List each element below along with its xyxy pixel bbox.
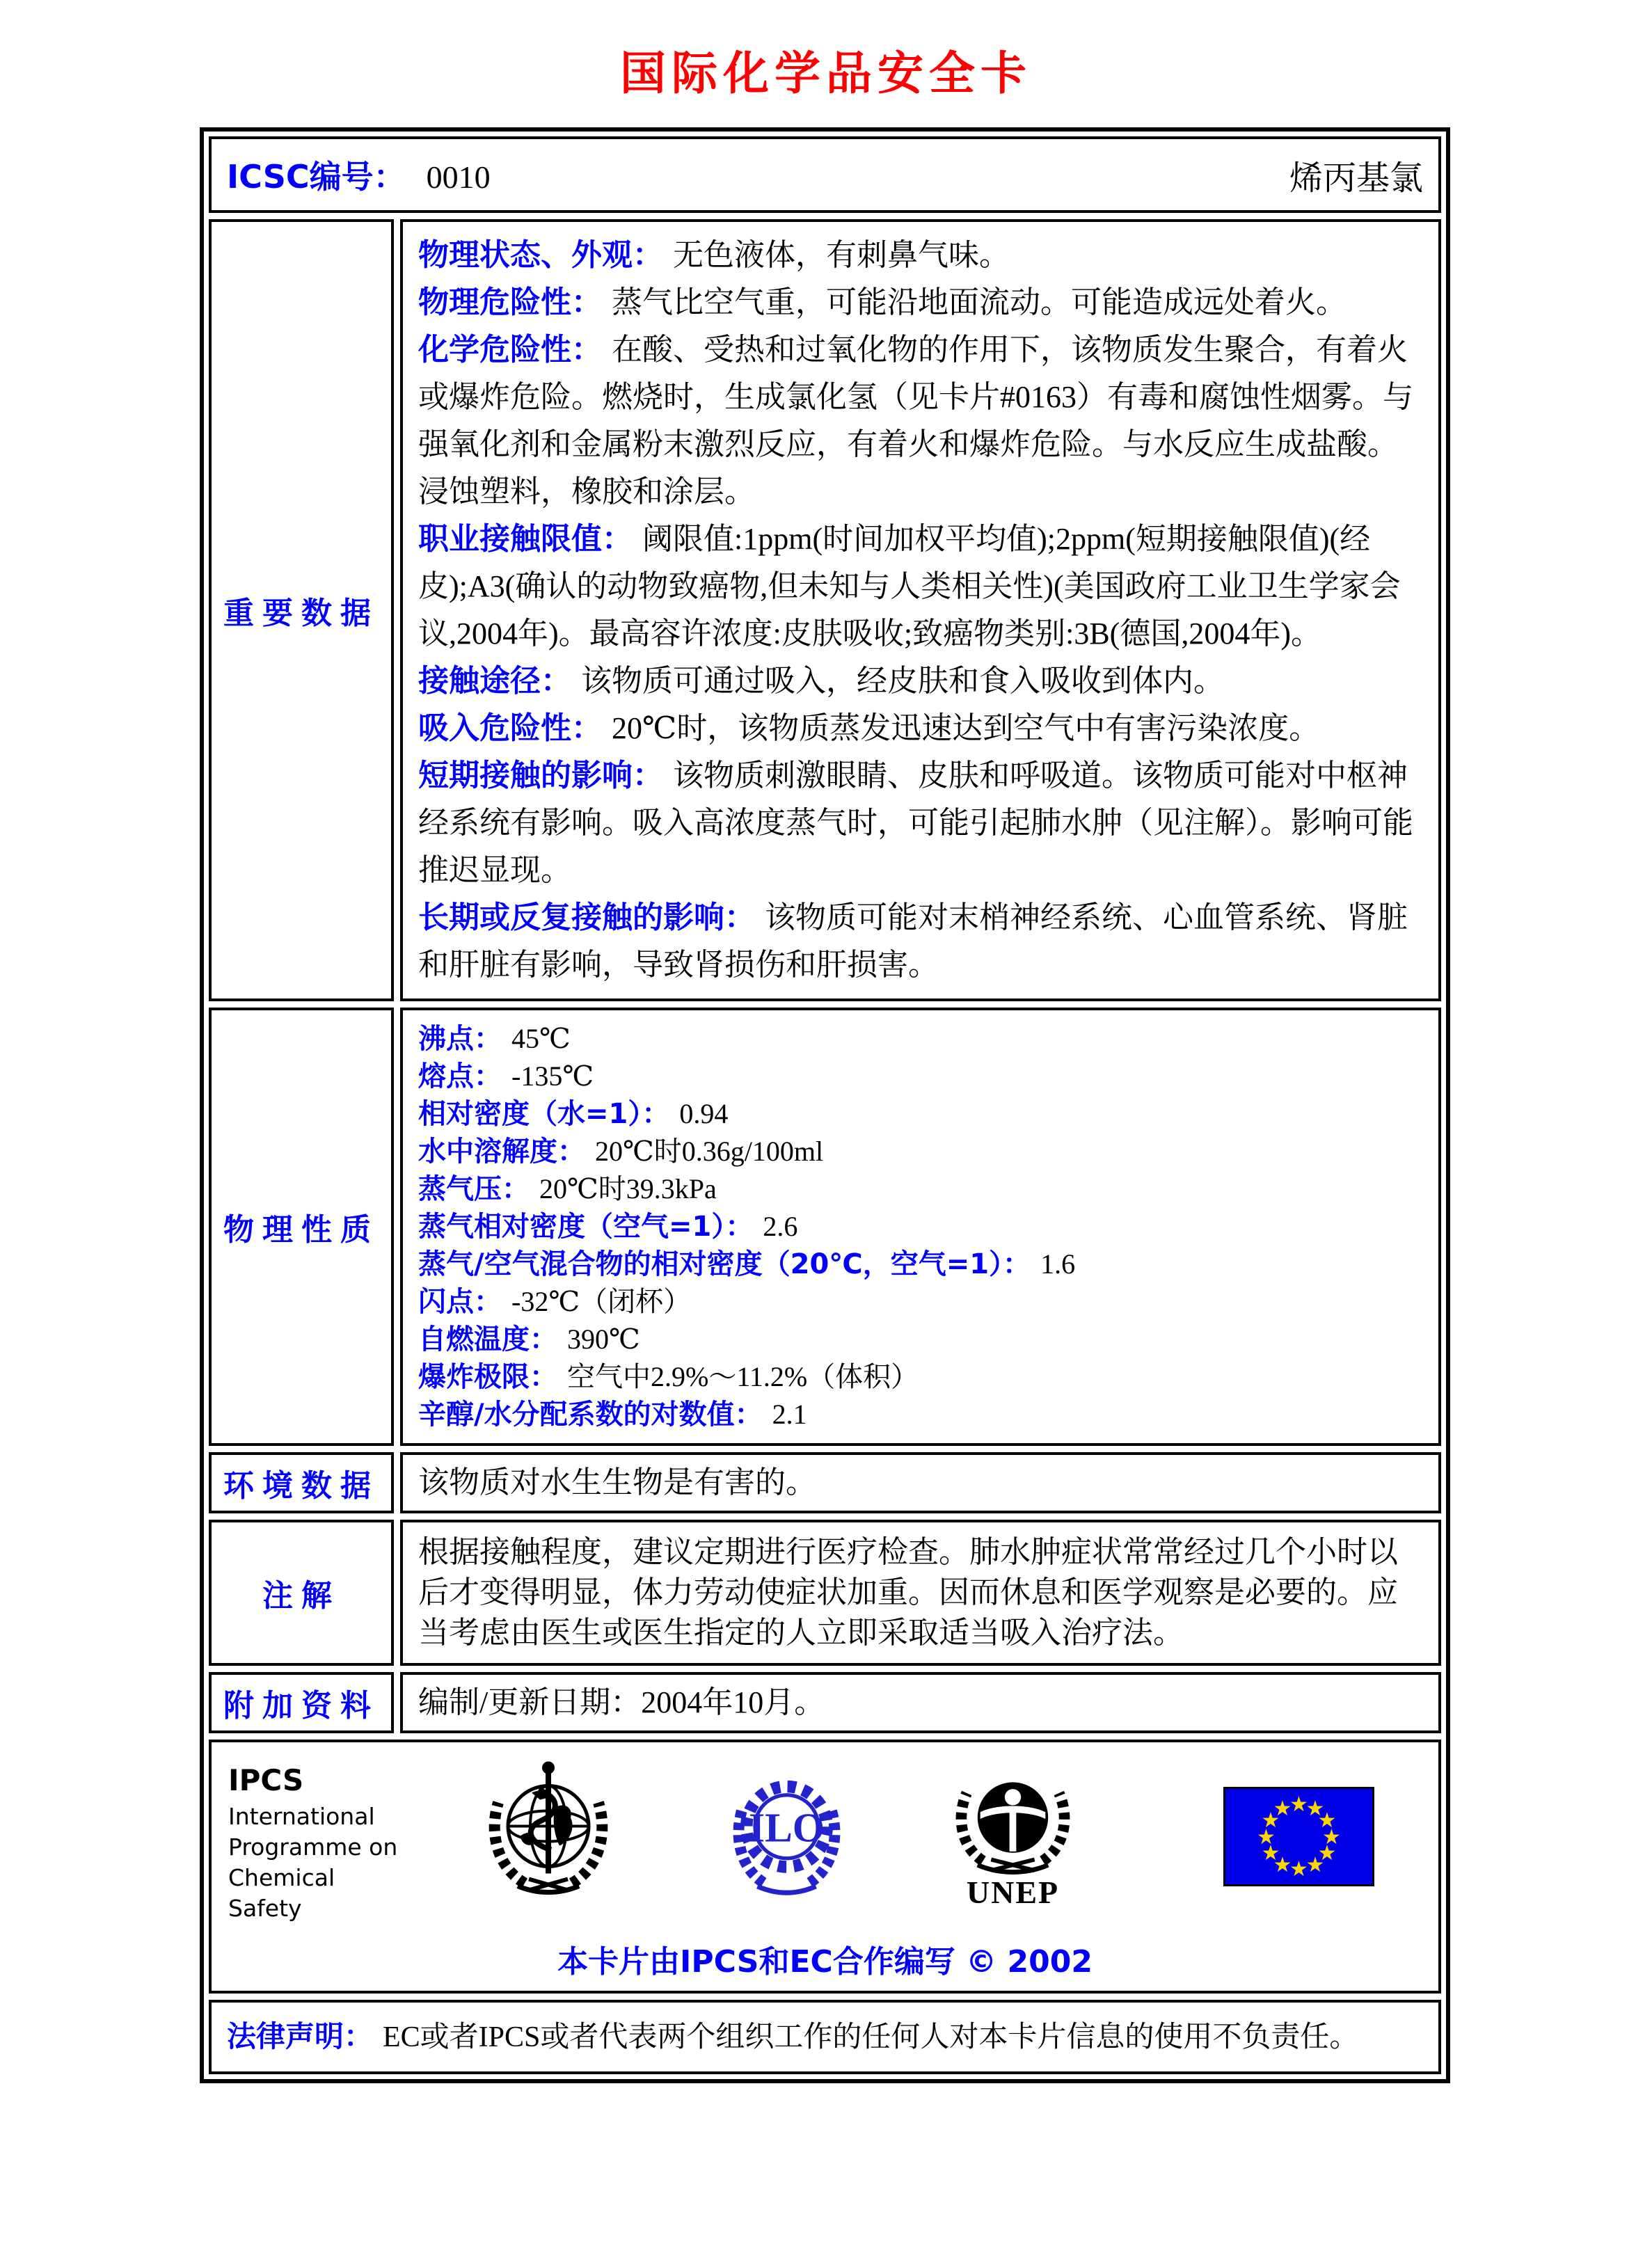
row-label-important-data: 重要数据: [209, 219, 394, 1001]
substance-name: 烯丙基氯: [1289, 159, 1423, 197]
svg-text:★: ★: [1289, 1857, 1308, 1881]
footer-caption-text: 本卡片由IPCS和EC合作编写: [557, 1944, 955, 1980]
prop-label: 爆炸极限：: [418, 1361, 557, 1393]
prop-label: 水中溶解度：: [418, 1136, 585, 1168]
footer-caption-year: © 2002: [966, 1944, 1093, 1980]
header-cell: [209, 136, 1441, 213]
prop-water-solubility: [418, 1133, 1423, 1170]
prop-value: 20℃时39.3kPa: [539, 1173, 717, 1204]
logos-group: [224, 1763, 1426, 1924]
prop-value: -135℃: [511, 1060, 594, 1092]
prop-label: 蒸气/空气混合物的相对密度（20℃，空气=1）：: [418, 1248, 1031, 1280]
prop-vapour-relative-density: [418, 1208, 1423, 1246]
field-label: 职业接触限值：: [418, 521, 633, 557]
prop-value: 45℃: [511, 1023, 571, 1054]
additional-info-content: [400, 1672, 1441, 1733]
footer-logos-cell: [209, 1740, 1441, 1994]
environmental-data-text: 该物质对水生生物是有害的。: [418, 1465, 816, 1499]
field-routes-of-exposure: [418, 658, 1423, 705]
ilo-letters: ILO: [748, 1804, 825, 1851]
field-physical-dangers: [418, 279, 1423, 326]
legal-cell: [209, 2000, 1441, 2074]
unep-logo-block: [945, 1763, 1081, 1911]
field-label: 化学危险性：: [418, 332, 602, 367]
prop-label: 熔点：: [418, 1060, 502, 1092]
svg-text:★: ★: [1257, 1825, 1276, 1849]
prop-autoignition-temperature: [418, 1321, 1423, 1358]
additional-info-text: 编制/更新日期：2004年10月。: [418, 1685, 825, 1719]
ipcs-subtitle-line: Chemical Safety: [228, 1864, 335, 1922]
unep-logo-icon: [945, 1763, 1081, 1875]
notes-content: [400, 1520, 1441, 1666]
prop-vapour-air-mixture-density: [418, 1246, 1423, 1283]
icsc-number-group: [227, 152, 491, 198]
svg-text:★: ★: [1322, 1825, 1341, 1849]
ipcs-text-block: [228, 1763, 402, 1924]
prop-label: 相对密度（水=1）：: [418, 1098, 670, 1130]
field-text: 在酸、受热和过氧化物的作用下，该物质发生聚合，有着火或爆炸危险。燃烧时，生成氯化氢（见卡片#0163）有毒和腐蚀性烟雾。与强氧化剂和金属粉末激烈反应，有着火和爆炸危险。与水反应生成盐酸。浸蚀塑料，橡胶和涂层。: [418, 333, 1413, 509]
prop-value: 2.1: [772, 1399, 807, 1430]
field-text: 该物质刺激眼睛、皮肤和呼吸道。该物质可能对中枢神经系统有影响。吸入高浓度蒸气时，可能引起肺水肿（见注解）。影响可能推迟显现。: [418, 758, 1413, 887]
field-long-term-effects: [418, 894, 1423, 989]
field-label: 物理状态、外观：: [418, 237, 663, 273]
svg-text:★: ★: [1305, 1797, 1325, 1821]
field-text: 该物质可能对末梢神经系统、心血管系统、肾脏和肝脏有影响，导致肾损伤和肝损害。: [418, 900, 1408, 982]
prop-value: 1.6: [1040, 1248, 1076, 1280]
notes-row: [209, 1520, 1441, 1666]
ipcs-title: IPCS: [228, 1763, 304, 1797]
environmental-data-content: [400, 1452, 1441, 1513]
svg-text:★: ★: [1289, 1792, 1308, 1817]
svg-text:★: ★: [1273, 1797, 1292, 1821]
prop-value: 空气中2.9%～11.2%（体积）: [567, 1361, 919, 1392]
footer-logos-row: [209, 1740, 1441, 1994]
prop-value: 2.6: [763, 1211, 798, 1242]
field-text: 蒸气比空气重，可能沿地面流动。可能造成远处着火。: [612, 285, 1347, 319]
page-title: 国际化学品安全卡: [620, 47, 1032, 100]
footer-caption: [224, 1936, 1426, 1981]
unep-label: UNEP: [966, 1875, 1060, 1910]
field-label: 短期接触的影响：: [418, 758, 663, 793]
who-logo-icon: [479, 1756, 618, 1899]
prop-flash-point: [418, 1283, 1423, 1321]
eu-flag-icon: [1223, 1787, 1374, 1886]
svg-text:★: ★: [1317, 1808, 1337, 1833]
prop-value: 20℃时0.36g/100ml: [595, 1136, 824, 1167]
ipcs-subtitle-line: Programme on: [228, 1833, 398, 1861]
prop-boiling-point: [418, 1020, 1423, 1058]
prop-melting-point: [418, 1058, 1423, 1095]
svg-text:★: ★: [1273, 1853, 1292, 1877]
field-label: 长期或反复接触的影响：: [418, 900, 755, 935]
prop-value: 390℃: [567, 1323, 640, 1355]
legal-text: EC或者IPCS或者代表两个组织工作的任何人对本卡片信息的使用不负责任。: [383, 2021, 1359, 2053]
important-data-content: [400, 219, 1441, 1001]
field-text: 20℃时，该物质蒸发迅速达到空气中有害污染浓度。: [612, 711, 1320, 745]
prop-label: 蒸气压：: [418, 1173, 530, 1205]
svg-text:★: ★: [1261, 1841, 1280, 1865]
prop-label: 自燃温度：: [418, 1323, 557, 1355]
prop-relative-density: [418, 1095, 1423, 1133]
field-text: 阈限值:1ppm(时间加权平均值);2ppm(短期接触限值)(经皮);A3(确认的动物致癌物,但未知与人类相关性)(美国政府工业卫生学家会议,2004年)。最高容许浓度:皮肤吸收;致癌物类别:3B(德国,2004年)。: [418, 522, 1401, 651]
header-row: [209, 136, 1441, 213]
ilo-logo-icon: [726, 1763, 848, 1902]
prop-label: 蒸气相对密度（空气=1）：: [418, 1211, 754, 1243]
physical-properties-row: [209, 1008, 1441, 1446]
field-inhalation-risk: [418, 705, 1423, 752]
field-physical-state: [418, 232, 1423, 279]
prop-vapour-pressure: [418, 1170, 1423, 1208]
additional-info-row: [209, 1672, 1441, 1733]
field-occupational-exposure-limits: [418, 516, 1423, 658]
prop-octanol-water-partition: [418, 1396, 1423, 1433]
row-label-physical-properties: 物理性质: [209, 1008, 394, 1446]
prop-label: 辛醇/水分配系数的对数值：: [418, 1399, 763, 1431]
icsc-number-value: 0010: [426, 159, 491, 195]
prop-value: -32℃（闭杯）: [511, 1286, 692, 1317]
row-label-additional-info: 附加资料: [209, 1672, 394, 1733]
environmental-data-row: [209, 1452, 1441, 1513]
prop-label: 沸点：: [418, 1023, 502, 1055]
safety-card-table: [200, 127, 1450, 2083]
prop-label: 闪点：: [418, 1286, 502, 1318]
notes-text: 根据接触程度，建议定期进行医疗检查。肺水肿症状常常经过几个小时以后才变得明显，体力劳动使症状加重。因而休息和医学观察是必要的。应当考虑由医生或医生指定的人立即采取适当吸入治疗法。: [418, 1535, 1398, 1650]
prop-explosive-limits: [418, 1358, 1423, 1396]
svg-text:★: ★: [1305, 1853, 1325, 1877]
legal-label: 法律声明：: [227, 2019, 374, 2053]
svg-text:★: ★: [1317, 1841, 1337, 1865]
ipcs-subtitle-line: International: [228, 1803, 375, 1830]
field-text: 该物质可通过吸入，经皮肤和食入吸收到体内。: [581, 664, 1224, 698]
field-label: 接触途径：: [418, 663, 571, 699]
important-data-row: [209, 219, 1441, 1001]
icsc-number-label: ICSC编号：: [227, 158, 406, 196]
row-label-notes: 注解: [209, 1520, 394, 1666]
svg-text:★: ★: [1261, 1808, 1280, 1833]
prop-value: 0.94: [679, 1098, 729, 1129]
field-chemical-dangers: [418, 326, 1423, 516]
field-text: 无色液体，有刺鼻气味。: [673, 238, 1010, 272]
field-short-term-effects: [418, 752, 1423, 894]
field-label: 吸入危险性：: [418, 710, 602, 746]
field-label: 物理危险性：: [418, 285, 602, 320]
row-label-environmental-data: 环境数据: [209, 1452, 394, 1513]
legal-row: [209, 2000, 1441, 2074]
physical-properties-content: [400, 1008, 1441, 1446]
